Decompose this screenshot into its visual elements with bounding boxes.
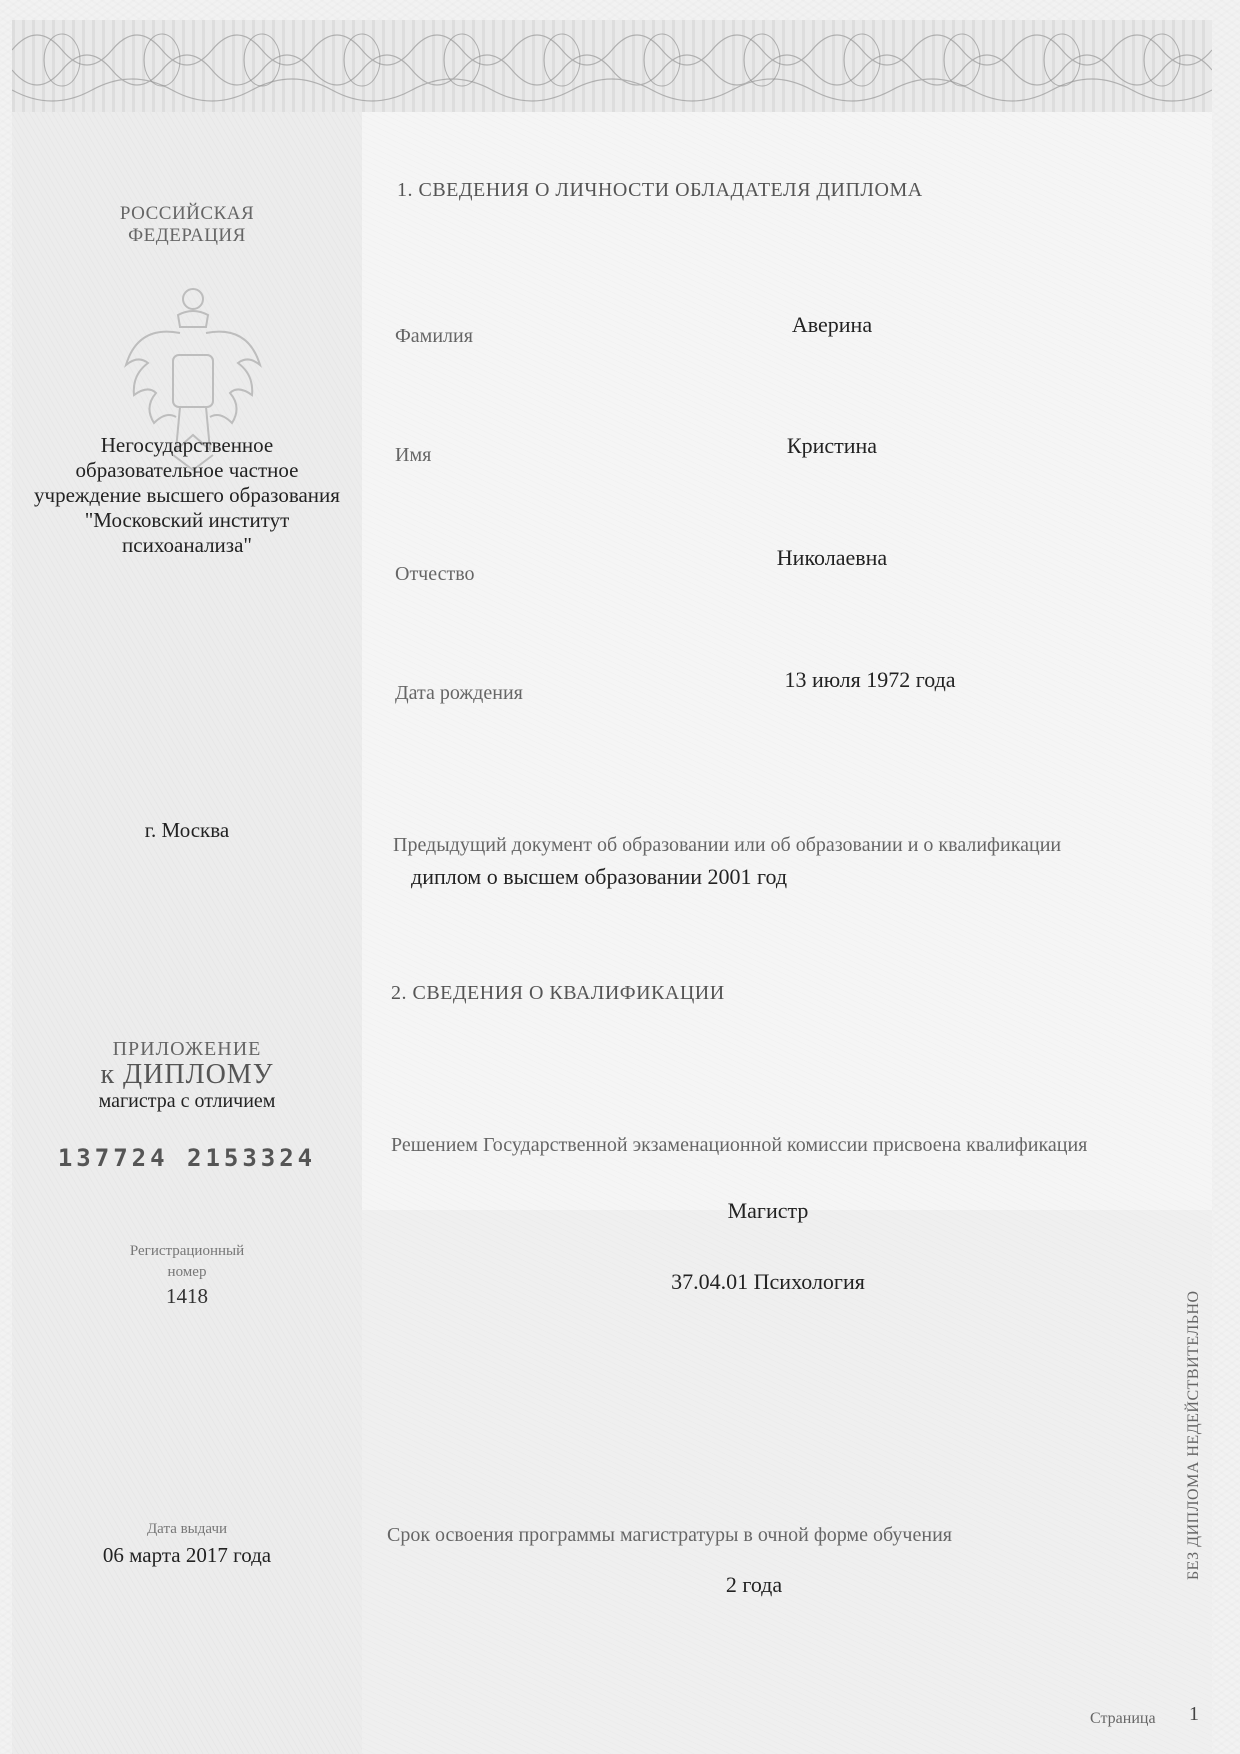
name-label: Имя bbox=[395, 444, 432, 466]
degree-type: магистра с отличием bbox=[98, 1090, 276, 1112]
section2-heading: 2. СВЕДЕНИЯ О КВАЛИФИКАЦИИ bbox=[391, 982, 725, 1004]
institution-line2: образовательное частное bbox=[75, 458, 299, 482]
previous-document-label: Предыдущий документ об образовании или об образовании и о квалификации bbox=[393, 834, 1062, 856]
institution-line3: учреждение высшего образования bbox=[34, 483, 340, 507]
section1-heading: 1. СВЕДЕНИЯ О ЛИЧНОСТИ ОБЛАДАТЕЛЯ ДИПЛОМА bbox=[397, 179, 923, 201]
institution-line4: "Московский институт bbox=[84, 508, 290, 532]
issue-date-label: Дата выдачи bbox=[146, 1521, 228, 1537]
previous-document-value: диплом о высшем образовании 2001 год bbox=[411, 864, 788, 889]
institution-line1: Негосударственное bbox=[100, 433, 274, 457]
appendix-title-line1: ПРИЛОЖЕНИЕ bbox=[112, 1038, 262, 1060]
name-value: Кристина bbox=[786, 433, 878, 458]
commission-decision-label: Решением Государственной экзаменационной комиссии присвоена квалификация bbox=[391, 1134, 1088, 1156]
serial-number: 137724 2153324 bbox=[57, 1144, 317, 1172]
study-duration-label: Срок освоения программы магистратуры в очной форме обучения bbox=[387, 1524, 952, 1546]
specialty-value: 37.04.01 Психология bbox=[671, 1269, 865, 1294]
ornamental-border bbox=[12, 20, 1212, 112]
qualification-value: Магистр bbox=[727, 1198, 809, 1223]
country-name-line2: ФЕДЕРАЦИЯ bbox=[128, 225, 246, 246]
birth-date-label: Дата рождения bbox=[395, 682, 523, 704]
birth-date-value: 13 июля 1972 года bbox=[784, 667, 956, 692]
country-name-line1: РОССИЙСКАЯ bbox=[119, 203, 255, 224]
city: г. Москва bbox=[144, 818, 230, 842]
registration-label-line1: Регистрационный bbox=[129, 1243, 245, 1259]
patronymic-value: Николаевна bbox=[776, 545, 888, 570]
appendix-title-line2: к ДИПЛОМУ bbox=[100, 1059, 274, 1090]
issue-date: 06 марта 2017 года bbox=[102, 1543, 272, 1567]
invalid-without-diploma-note: БЕЗ ДИПЛОМА НЕДЕЙСТВИТЕЛЬНО bbox=[1185, 1290, 1202, 1580]
surname-value: Аверина bbox=[791, 312, 873, 337]
registration-number: 1418 bbox=[166, 1284, 208, 1308]
study-duration-value: 2 года bbox=[725, 1572, 783, 1597]
registration-label-line2: номер bbox=[167, 1264, 207, 1280]
guilloche-pattern bbox=[12, 20, 1212, 112]
page-label: Страница bbox=[1090, 1710, 1156, 1727]
surname-label: Фамилия bbox=[395, 325, 473, 347]
page-number: 1 bbox=[1189, 1703, 1199, 1725]
patronymic-label: Отчество bbox=[395, 563, 475, 585]
institution-line5: психоанализа" bbox=[122, 533, 252, 557]
